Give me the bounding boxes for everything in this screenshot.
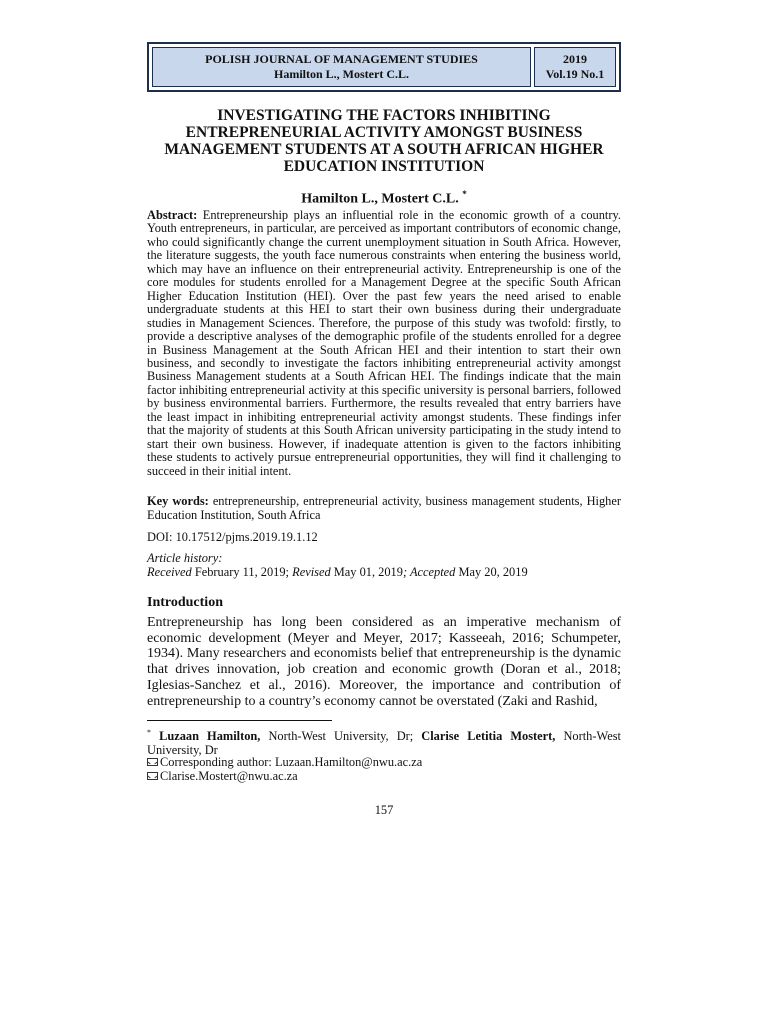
corresponding-email [147,755,621,769]
footnote-author-1: Luzaan Hamilton, [159,729,261,744]
email-1: Corresponding author: Luzaan.Hamilton@nwu.ac.za [160,755,423,769]
author-footnote-mark: * [462,189,467,199]
footnote-mark: * [147,728,151,737]
title-line: EDUCATION INSTITUTION [283,158,485,175]
title-line: INVESTIGATING THE FACTORS INHIBITING [217,107,551,124]
header-journal-name: POLISH JOURNAL OF MANAGEMENT STUDIES [205,52,478,66]
revised-label: Revised [292,565,331,579]
envelope-icon [147,758,158,766]
page-number: 157 [374,803,394,817]
envelope-icon [147,772,158,780]
received-date: February 11, 2019; [194,565,290,579]
header-journal-box [152,47,531,87]
email-2: Clarise.Mostert@nwu.ac.za [160,769,298,783]
abstract-label: Abstract: [147,208,198,222]
header-year: 2019 [563,52,587,66]
abstract [147,209,621,478]
title-line: ENTREPRENEURIAL ACTIVITY AMONGST BUSINESS [185,124,583,141]
introduction-text: Entrepreneurship has long been considered as an imperative mechanism of economic development (Meyer and Meyer, 2017; Kasseeah, 2016; Schumpeter, 1934). Many researchers and economists belief that entrepreneurship is the dynamic that drives innovation, job creation and economic growth (Doran et al., 2018; Iglesias-Sanchez et al., 2016). Moreover, the importance and contribution of entrepreneurship to a country’s economy cannot be overstated (Zaki and Rashid, [147,615,621,709]
footnote-affiliation-2: North-West University, Dr [147,729,621,758]
footnote-affiliation-1: North-West University, Dr; [268,729,414,744]
accepted-date: May 20, 2019 [458,565,528,579]
footnote-author-2: Clarise Letitia Mostert, [421,729,556,744]
history-label: Article history: [147,551,223,565]
article-history [147,551,621,579]
author-line [147,185,621,209]
keywords-text: entrepreneurship, entrepreneurial activity, business management students, Higher Education Institution, South Africa [147,494,621,522]
author-footnote [147,726,621,757]
revised-date: May 01, 2019 [333,565,403,579]
paper-title [147,107,621,175]
doi: DOI: 10.17512/pjms.2019.19.1.12 [147,530,318,544]
header-issue-box [534,47,616,87]
author-names: Hamilton L., Mostert C.L. [301,191,459,207]
keywords-label: Key words: [147,494,209,508]
header-volume: Vol.19 No.1 [545,67,605,81]
abstract-text: Entrepreneurship plays an influential role in the economic growth of a country. Youth entrepreneurs, in particular, are perceived as important contributors of economic change, who could significantly change the current unemployment situation in South Africa. However, the literature suggests, the youth face numerous constraints when entering the business world, which may have an influence on their entrepreneurial activity. Entrepreneurship is one of the core modules for students enrolled for a Management Degree at the specific South African Higher Education Institution (HEI). Over the past few years the need arised to enable undergraduate students at this HEI to start their own business during their undergraduate studies in Management Sciences. Therefore, the purpose of this study was twofold: firstly, to provide a descriptive analyses of the demographic profile of the students enrolled for a degree in Business Management at the South African HEI and their intention to start their own business, and secondly to investigate the factors inhibiting entrepreneurial activity amongst Business Management students at a South African HEI. The findings indicate that the main factor inhibiting entrepreneurial activity at this specific university is personal barriers, followed by business environmental barriers. Furthermore, the results revealed that entry barriers have the least impact in inhibiting entrepreneurial activity amongst students. These findings infer that the majority of students at this South African university participating in the study intend to start their own business. However, if inadequate attention is given to the factors inhibiting these students to actively pursue entrepreneurial opportunities, they will find it challenging to succeed in their initial intent. [147,208,621,478]
journal-header [147,42,621,92]
second-email [147,769,621,783]
title-line: MANAGEMENT STUDENTS AT A SOUTH AFRICAN HIGHER [164,141,604,158]
accepted-label: ; Accepted [402,565,456,579]
footnote-divider [147,720,332,721]
header-authors: Hamilton L., Mostert C.L. [274,67,409,81]
received-label: Received [147,565,192,579]
keywords [147,494,621,522]
introduction-heading: Introduction [147,595,223,610]
